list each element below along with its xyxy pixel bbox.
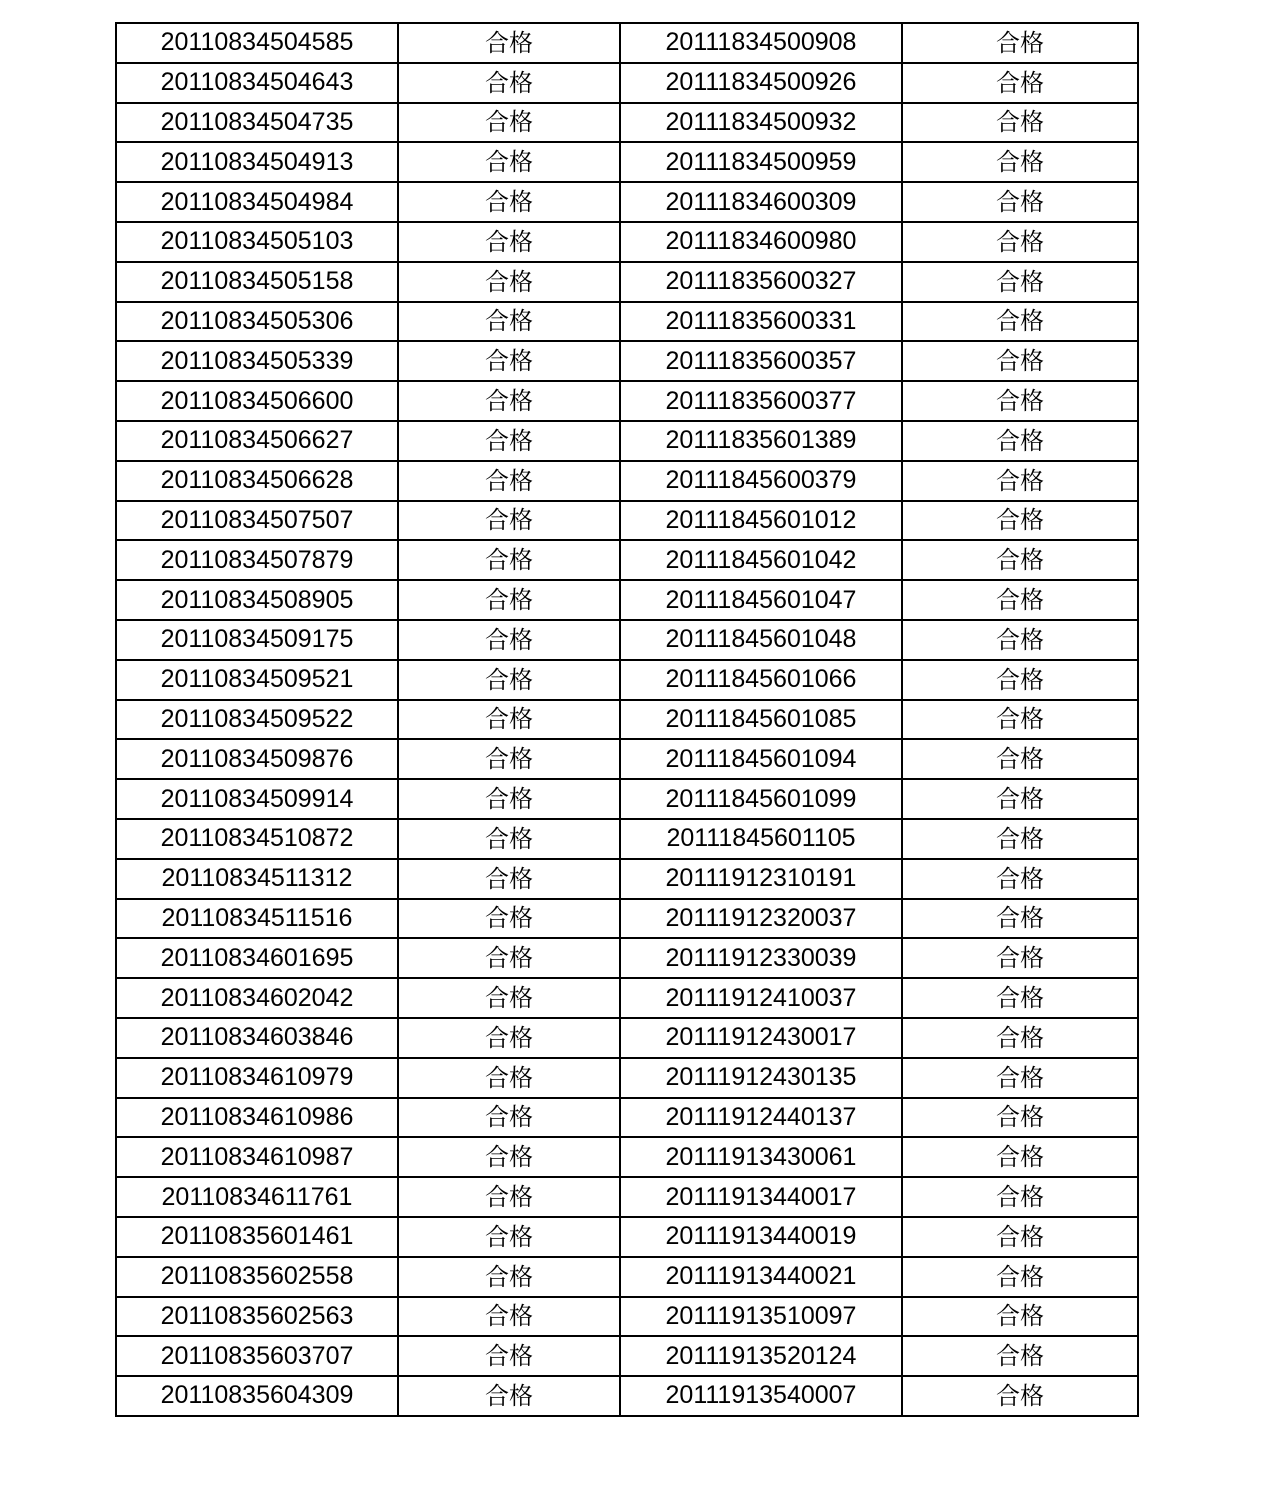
exam-id-cell: 20110834509522 [116,700,398,740]
table-row [116,899,1138,939]
table-row [116,580,1138,620]
exam-id-cell: 20111845601066 [620,660,902,700]
result-status-cell: 合格 [398,700,620,740]
table-row [116,23,1138,63]
result-status-cell: 合格 [902,540,1138,580]
exam-id-cell: 20111845601012 [620,501,902,541]
exam-id-cell: 20110834504643 [116,63,398,103]
exam-id-cell: 20110834602042 [116,978,398,1018]
result-status-cell: 合格 [902,341,1138,381]
exam-id-cell: 20110834504735 [116,103,398,143]
result-status-cell: 合格 [398,1217,620,1257]
table-row [116,222,1138,262]
result-status-cell: 合格 [398,142,620,182]
exam-id-cell: 20111845601047 [620,580,902,620]
table-row [116,381,1138,421]
result-status-cell: 合格 [902,302,1138,342]
result-status-cell: 合格 [902,1376,1138,1416]
exam-id-cell: 20110834511516 [116,899,398,939]
result-status-cell: 合格 [902,381,1138,421]
exam-id-cell: 20110834601695 [116,938,398,978]
exam-id-cell: 20111912430135 [620,1058,902,1098]
result-status-cell: 合格 [902,1217,1138,1257]
exam-id-cell: 20111834600309 [620,182,902,222]
exam-id-cell: 20110834511312 [116,859,398,899]
result-status-cell: 合格 [398,421,620,461]
exam-id-cell: 20110834510872 [116,819,398,859]
exam-id-cell: 20111835600377 [620,381,902,421]
exam-id-cell: 20111845601105 [620,819,902,859]
table-row [116,63,1138,103]
result-status-cell: 合格 [398,580,620,620]
exam-id-cell: 20111913440021 [620,1257,902,1297]
exam-id-cell: 20111913440019 [620,1217,902,1257]
result-status-cell: 合格 [398,899,620,939]
exam-id-cell: 20111913510097 [620,1297,902,1337]
result-status-cell: 合格 [398,1177,620,1217]
exam-id-cell: 20111912430017 [620,1018,902,1058]
exam-id-cell: 20111835600331 [620,302,902,342]
table-row [116,819,1138,859]
result-status-cell: 合格 [398,1018,620,1058]
result-status-cell: 合格 [902,660,1138,700]
result-status-cell: 合格 [902,938,1138,978]
exam-id-cell: 20110834610987 [116,1137,398,1177]
exam-id-cell: 20110834509876 [116,739,398,779]
exam-id-cell: 20110834610979 [116,1058,398,1098]
exam-id-cell: 20111845601042 [620,540,902,580]
result-status-cell: 合格 [398,1098,620,1138]
result-status-cell: 合格 [902,1257,1138,1297]
exam-id-cell: 20110834505306 [116,302,398,342]
exam-id-cell: 20110834507879 [116,540,398,580]
result-status-cell: 合格 [902,580,1138,620]
result-status-cell: 合格 [398,978,620,1018]
table-row [116,341,1138,381]
exam-id-cell: 20110834504585 [116,23,398,63]
results-table-body [116,23,1138,1416]
exam-id-cell: 20111912410037 [620,978,902,1018]
result-status-cell: 合格 [398,620,620,660]
exam-id-cell: 20110835601461 [116,1217,398,1257]
exam-id-cell: 20111835601389 [620,421,902,461]
result-status-cell: 合格 [902,700,1138,740]
result-status-cell: 合格 [902,899,1138,939]
exam-id-cell: 20110834506628 [116,461,398,501]
result-status-cell: 合格 [398,1058,620,1098]
exam-id-cell: 20110835602558 [116,1257,398,1297]
exam-id-cell: 20110834610986 [116,1098,398,1138]
result-status-cell: 合格 [398,938,620,978]
exam-id-cell: 20111834600980 [620,222,902,262]
table-row [116,501,1138,541]
exam-id-cell: 20110834505339 [116,341,398,381]
exam-id-cell: 20111834500959 [620,142,902,182]
result-status-cell: 合格 [398,63,620,103]
exam-id-cell: 20111913540007 [620,1376,902,1416]
table-row [116,620,1138,660]
table-row [116,1018,1138,1058]
result-status-cell: 合格 [902,620,1138,660]
result-status-cell: 合格 [902,819,1138,859]
result-status-cell: 合格 [902,1137,1138,1177]
table-row [116,739,1138,779]
exam-id-cell: 20111913520124 [620,1336,902,1376]
exam-id-cell: 20111912320037 [620,899,902,939]
result-status-cell: 合格 [398,1257,620,1297]
table-row [116,103,1138,143]
table-row [116,660,1138,700]
result-status-cell: 合格 [398,819,620,859]
result-status-cell: 合格 [902,779,1138,819]
result-status-cell: 合格 [902,1098,1138,1138]
result-status-cell: 合格 [902,63,1138,103]
exam-id-cell: 20111912330039 [620,938,902,978]
result-status-cell: 合格 [902,859,1138,899]
exam-id-cell: 20110834504913 [116,142,398,182]
table-row [116,700,1138,740]
result-status-cell: 合格 [398,540,620,580]
result-status-cell: 合格 [398,381,620,421]
exam-id-cell: 20110834508905 [116,580,398,620]
result-status-cell: 合格 [902,421,1138,461]
table-row [116,1177,1138,1217]
exam-id-cell: 20111845600379 [620,461,902,501]
table-row [116,859,1138,899]
exam-id-cell: 20111845601099 [620,779,902,819]
result-status-cell: 合格 [398,1297,620,1337]
table-row [116,779,1138,819]
exam-id-cell: 20110835602563 [116,1297,398,1337]
exam-id-cell: 20110834504984 [116,182,398,222]
exam-id-cell: 20111912310191 [620,859,902,899]
table-row [116,302,1138,342]
result-status-cell: 合格 [398,1336,620,1376]
exam-id-cell: 20111845601094 [620,739,902,779]
exam-id-cell: 20110834611761 [116,1177,398,1217]
result-status-cell: 合格 [398,262,620,302]
result-status-cell: 合格 [902,461,1138,501]
result-status-cell: 合格 [902,1336,1138,1376]
table-row [116,540,1138,580]
exam-id-cell: 20110834509914 [116,779,398,819]
exam-id-cell: 20110835603707 [116,1336,398,1376]
exam-id-cell: 20111834500926 [620,63,902,103]
table-row [116,1336,1138,1376]
exam-id-cell: 20110834506600 [116,381,398,421]
exam-id-cell: 20111845601085 [620,700,902,740]
exam-id-cell: 20111835600327 [620,262,902,302]
result-status-cell: 合格 [398,23,620,63]
table-row [116,1098,1138,1138]
exam-id-cell: 20111913440017 [620,1177,902,1217]
result-status-cell: 合格 [902,739,1138,779]
table-row [116,142,1138,182]
table-row [116,1217,1138,1257]
results-table [115,22,1139,1417]
result-status-cell: 合格 [902,1058,1138,1098]
result-status-cell: 合格 [398,1376,620,1416]
table-row [116,1376,1138,1416]
table-row [116,938,1138,978]
result-status-cell: 合格 [398,859,620,899]
result-status-cell: 合格 [902,142,1138,182]
table-row [116,978,1138,1018]
result-status-cell: 合格 [398,182,620,222]
result-status-cell: 合格 [398,1137,620,1177]
result-status-cell: 合格 [398,341,620,381]
result-status-cell: 合格 [398,779,620,819]
exam-id-cell: 20110834506627 [116,421,398,461]
result-status-cell: 合格 [398,501,620,541]
result-status-cell: 合格 [902,1177,1138,1217]
exam-id-cell: 20111835600357 [620,341,902,381]
table-row [116,1297,1138,1337]
exam-id-cell: 20110834509175 [116,620,398,660]
result-status-cell: 合格 [902,978,1138,1018]
result-status-cell: 合格 [902,501,1138,541]
exam-id-cell: 20110834603846 [116,1018,398,1058]
result-status-cell: 合格 [398,461,620,501]
exam-id-cell: 20111834500908 [620,23,902,63]
result-status-cell: 合格 [398,222,620,262]
result-status-cell: 合格 [902,23,1138,63]
result-status-cell: 合格 [398,739,620,779]
result-status-cell: 合格 [398,103,620,143]
result-status-cell: 合格 [902,1018,1138,1058]
result-status-cell: 合格 [902,182,1138,222]
table-row [116,1257,1138,1297]
result-status-cell: 合格 [902,103,1138,143]
table-row [116,421,1138,461]
exam-id-cell: 20111845601048 [620,620,902,660]
table-row [116,262,1138,302]
table-row [116,182,1138,222]
exam-id-cell: 20110835604309 [116,1376,398,1416]
exam-id-cell: 20111913430061 [620,1137,902,1177]
result-status-cell: 合格 [902,1297,1138,1337]
result-status-cell: 合格 [398,302,620,342]
result-status-cell: 合格 [902,262,1138,302]
exam-id-cell: 20111912440137 [620,1098,902,1138]
result-status-cell: 合格 [398,660,620,700]
exam-id-cell: 20110834507507 [116,501,398,541]
table-row [116,1137,1138,1177]
exam-id-cell: 20110834505103 [116,222,398,262]
exam-id-cell: 20110834505158 [116,262,398,302]
result-status-cell: 合格 [902,222,1138,262]
exam-id-cell: 20111834500932 [620,103,902,143]
exam-id-cell: 20110834509521 [116,660,398,700]
table-row [116,461,1138,501]
table-row [116,1058,1138,1098]
